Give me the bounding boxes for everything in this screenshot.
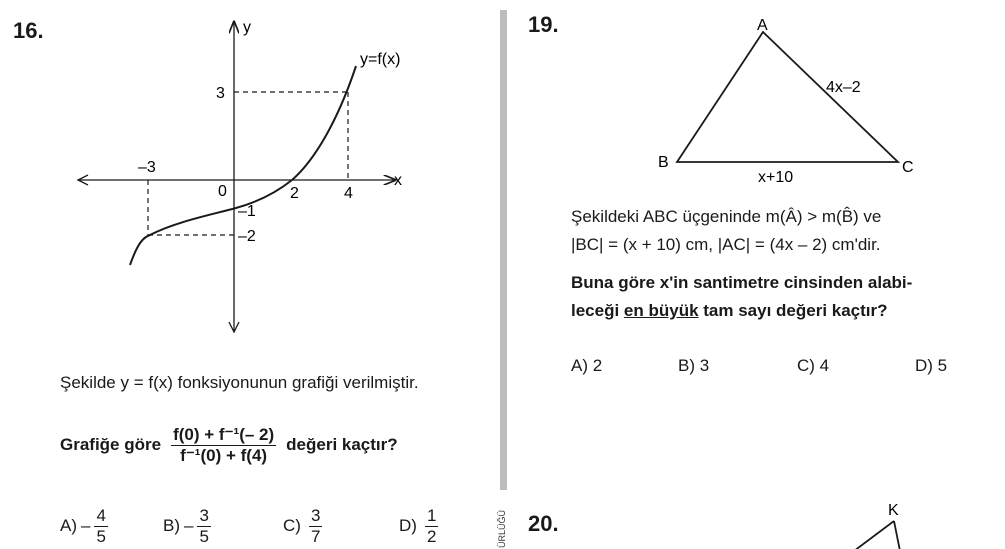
curve-label: y=f(x) (360, 51, 401, 68)
question-16-number: 16. (13, 18, 44, 43)
q19-choice-a[interactable]: A) 2 (571, 356, 603, 375)
tick-4: 4 (344, 185, 353, 202)
question-20-number: 20. (528, 511, 559, 536)
choice-numerator: 3 (310, 506, 321, 525)
tick-0: 0 (218, 183, 227, 200)
choice-fraction (197, 507, 210, 546)
q16-fraction-numerator: f(0) + f⁻¹(– 2) (173, 425, 275, 444)
choice-denominator: 5 (199, 526, 209, 546)
choice-label: C) (283, 516, 301, 536)
choice-label: B) (163, 516, 180, 536)
choice-label: A) (60, 516, 77, 536)
choice-fraction (425, 507, 438, 546)
q19-choice-b[interactable]: B) 3 (678, 356, 710, 375)
column-divider (500, 10, 507, 490)
q20-edge-right (894, 521, 900, 549)
choice-numerator: 3 (199, 506, 209, 525)
choice-numerator: 1 (426, 506, 437, 525)
q16-fraction-denominator: f⁻¹(0) + f(4) (180, 445, 268, 465)
vertex-b-label: B (658, 154, 669, 171)
q16-statement: Şekilde y = f(x) fonksiyonunun grafiği verilmiştir. (60, 373, 419, 392)
choice-numerator: 4 (96, 506, 106, 525)
q16-question (60, 426, 398, 465)
choice-label: D) (399, 516, 417, 536)
side-text: ÜRLÜĞÜ (497, 509, 507, 548)
side-bc-label: x+10 (758, 169, 794, 186)
tick-3: 3 (216, 85, 225, 102)
choice-fraction (309, 507, 322, 546)
vertex-k-label: K (888, 502, 899, 519)
choice-denominator: 5 (96, 526, 106, 546)
tick-neg2: –2 (238, 228, 256, 245)
q19-choice-c[interactable]: C) 4 (797, 356, 830, 375)
triangle-abc (640, 10, 930, 195)
q16-question-prefix: Grafiğe göre (60, 435, 162, 455)
q19-bold-pre: leceği (571, 301, 624, 320)
q16-choice-a[interactable] (60, 507, 108, 546)
function-graph (60, 10, 420, 340)
side-ac-label: 4x–2 (826, 79, 861, 96)
tick-2: 2 (290, 185, 299, 202)
q19-bold-post: tam sayı değeri kaçtır? (698, 301, 888, 320)
q16-choice-d[interactable] (399, 507, 438, 546)
q19-line2: |BC| = (x + 10) cm, |AC| = (4x – 2) cm'dir. (571, 235, 881, 254)
choice-sign: – (184, 516, 194, 536)
q19-bold-line1: Buna göre x'in santimetre cinsinden alabi- (571, 273, 913, 292)
vertex-c-label: C (902, 159, 914, 176)
tick-neg1: –1 (238, 203, 256, 220)
vertex-a-label: A (757, 17, 768, 34)
choice-denominator: 7 (310, 526, 321, 546)
q16-fraction (171, 426, 276, 465)
q16-choice-c[interactable] (283, 507, 322, 546)
q19-bold-line2 (571, 301, 888, 321)
side-text-wrapper (496, 500, 512, 549)
q16-question-suffix: değeri kaçtır? (286, 435, 398, 455)
tick-neg3: –3 (138, 159, 156, 176)
q19-choice-d[interactable]: D) 5 (915, 356, 948, 375)
q19-emphasis: en büyük (623, 301, 699, 320)
y-axis-label: y (243, 19, 251, 36)
q20-figure (840, 495, 920, 549)
choice-sign: – (81, 516, 91, 536)
choice-denominator: 2 (426, 526, 437, 546)
q16-choice-b[interactable] (163, 507, 211, 546)
question-19-number: 19. (528, 12, 559, 37)
q19-line1: Şekildeki ABC üçgeninde m(Â) > m(B̂) ve (571, 207, 882, 226)
q20-edge-left (854, 521, 894, 549)
x-axis-label: x (394, 172, 402, 189)
choice-fraction (94, 507, 107, 546)
triangle-shape (677, 32, 898, 162)
